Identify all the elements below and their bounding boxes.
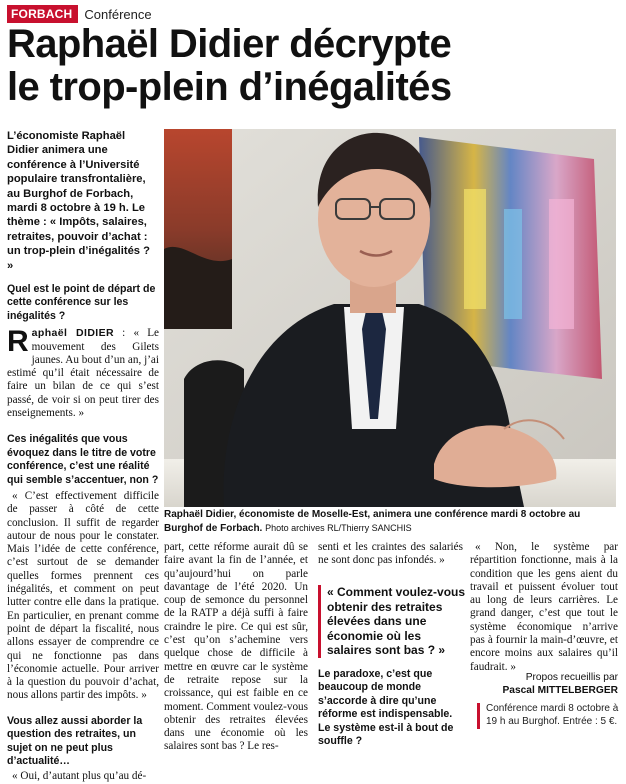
signature-name: Pascal MITTELBERGER: [502, 684, 618, 696]
headline-line-2: le trop-plein d’inégalités: [7, 65, 452, 109]
info-box: Conférence mardi 8 octobre à 19 h au Burghof. Entrée : 5 €.: [477, 703, 626, 729]
pull-quote: « Comment voulez-vous obtenir des retraites élevées dans une économie où les salaires sont bas ? »: [318, 585, 467, 658]
lede: L’économiste Raphaël Didier animera une conférence à l’Université populaire transfrontalière, au Burghof de Forbach, mardi 8 octobre à 19 h. Le thème : « Impôts, salaires, retraites, pouvoir d’achat : un trop-plein d’inégalités ? »: [7, 130, 150, 272]
photo-credit: Photo archives RL/Thierry SANCHIS: [265, 522, 412, 533]
photo-caption: [164, 509, 619, 535]
question-1: Quel est le point de départ de cette conférence sur les inégalités ?: [7, 283, 156, 322]
portrait-illustration: [164, 129, 616, 507]
portrait-photo: [164, 129, 616, 507]
answer-3-start: « Oui, d’autant plus qu’au dé-: [12, 770, 147, 783]
kicker-rubric: Conférence: [84, 6, 152, 22]
kicker-city: FORBACH: [7, 5, 78, 23]
speaker-name: aphaël DIDIER: [31, 327, 115, 340]
headline-line-1: Raphaël Didier décrypte: [7, 22, 452, 66]
question-4: Le paradoxe, c’est que beaucoup de monde s’accorde à dire qu’une réforme est indispensable. Le système est-il à bout de souffle ?: [318, 668, 454, 748]
answer-1-text: : « Le mouvement des Gilets jaunes. Au bout d’un an, j’ai estimé qu’il était nécessaire de faire un bilan de ce qui s’est passé, de voir si on peut tirer des enseignements. »: [7, 327, 159, 420]
caption-text: Raphaël Didier, économiste de Moselle-Est, animera une conférence mardi 8 octobre au Burghof de Forbach.: [164, 509, 581, 534]
kicker: [7, 5, 152, 23]
column-2-text: part, cette réforme aurait dû se faire avant la fin de l’année, et qu’aujourd’hui on parle davantage de l’été 2020. Un coup de semonce du personnel de la RATP a déjà suffi à faire craindre le pire. Ce qui est sûr, c’est qu’on s’achemine vers quelque chose de difficile à mettre en œuvre car le système de retraite repose sur la croissance, qui est faible en ce moment. Comment voulez-vous obtenir des retraites élevées dans une économie où les salaires sont bas ? Le res-: [164, 541, 308, 753]
column-3-top: senti et les craintes des salariés ne sont donc pas infondés. »: [318, 541, 463, 567]
left-column: [7, 129, 159, 784]
question-2: Ces inégalités que vous évoquez dans le titre de votre conférence, c’est une réalité qui semble s’accentuer, non ?: [7, 433, 159, 486]
answer-2: « C’est effectivement difficile de passer à côté de cette conclusion. Il suffit de regarder autour de nous pour le constater. Mais l’idée de cette conférence, c’est surtout de se demander quelles formes prennent ces inégalités, et comment on peut lutter contre elle dans la pratique. En particulier, en prenant comme point de départ la fiscalité, nous allons essayer de comprendre ce qui ne fonctionne pas dans l’économie actuelle. Pour arriver à la question du pouvoir d’achat, nous allons partir des impôts. »: [7, 489, 159, 702]
signature-line: Propos recueillis par: [525, 672, 618, 683]
question-3: Vous allez aussi aborder la question des retraites, un sujet on ne peut plus d’actualité…: [7, 714, 143, 767]
answer-1: [7, 327, 159, 420]
headline: [7, 23, 619, 109]
column-4-text: « Non, le système par répartition fonctionne, mais à la condition que les gens aient du travail et puissent évoluer tout au long de leurs carrières. Le grand danger, c’est que tout le système économique n’arrive pas à fournir la main-d’œuvre, et encore moins aux salaires qu’il faudrait. »: [470, 541, 618, 673]
dropcap: R: [7, 325, 29, 359]
signature: [470, 672, 618, 698]
